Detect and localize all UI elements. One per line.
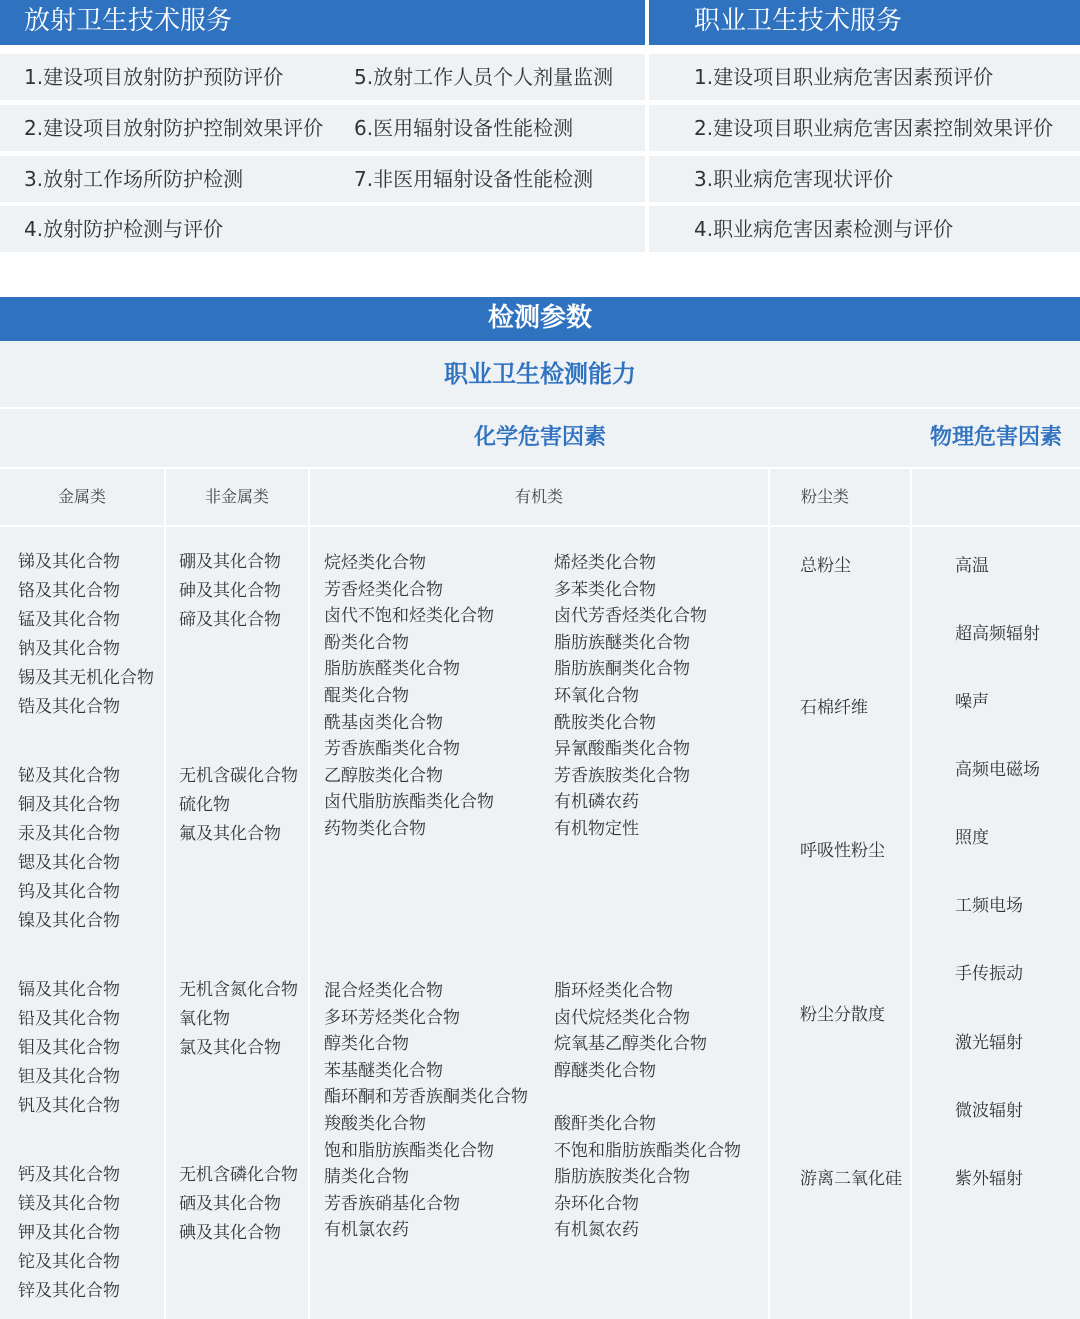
organic-item: 混合烃类化合物 <box>324 981 443 1001</box>
physical-item: 高温 <box>955 556 989 576</box>
nonmetal-item: 硒及其化合物 <box>179 1194 281 1214</box>
metal-item: 钨及其化合物 <box>18 882 120 902</box>
metal-item: 汞及其化合物 <box>18 824 120 844</box>
organic-item: 卤代不饱和烃类化合物 <box>324 606 494 627</box>
organic-item: 有机物定性 <box>554 818 639 839</box>
organic-item: 有机氯农药 <box>324 1220 409 1241</box>
physical-item: 手传振动 <box>955 964 1023 984</box>
organic-item: 酯环酮和芳香族酮类化合物 <box>324 1087 528 1108</box>
organic-item: 苯基醚类化合物 <box>324 1060 443 1081</box>
dust-item: 粉尘分散度 <box>800 1005 885 1025</box>
metal-item: 镁及其化合物 <box>18 1194 120 1214</box>
nonmetal-item: 无机含磷化合物 <box>179 1165 298 1185</box>
nonmetal-item: 碲及其化合物 <box>179 610 281 630</box>
physical-item: 紫外辐射 <box>955 1169 1023 1189</box>
metal-item: 钾及其化合物 <box>18 1223 120 1243</box>
organic-item: 乙醇胺类化合物 <box>324 765 443 786</box>
metal-item: 钠及其化合物 <box>18 639 120 659</box>
organic-group <box>324 978 528 1244</box>
nonmetal-item: 碘及其化合物 <box>179 1223 281 1243</box>
organic-item: 脂环烃类化合物 <box>554 981 673 1001</box>
organic-item: 醌类化合物 <box>324 685 409 706</box>
organic-item: 醇醚类化合物 <box>554 1060 656 1081</box>
nonmetal-item: 氯及其化合物 <box>179 1038 281 1058</box>
metal-item: 铊及其化合物 <box>18 1252 120 1272</box>
organic-item: 异氰酸酯类化合物 <box>554 739 690 760</box>
metal-group <box>18 762 120 936</box>
organic-item: 不饱和脂肪族酯类化合物 <box>554 1140 741 1161</box>
metal-item: 钼及其化合物 <box>18 1038 120 1058</box>
metal-group <box>18 548 154 722</box>
organic-group <box>554 1111 741 1244</box>
organic-item: 芳香族酯类化合物 <box>324 739 460 760</box>
nonmetal-item: 砷及其化合物 <box>179 581 281 601</box>
nonmetal-item: 氧化物 <box>179 1009 230 1029</box>
dust-item: 呼吸性粉尘 <box>800 841 885 861</box>
radiation-service-item: 1.建设项目放射防护预防评价 <box>24 65 284 89</box>
organic-item: 多环芳烃类化合物 <box>324 1007 460 1028</box>
organic-item: 脂肪族醛类化合物 <box>324 659 460 680</box>
metal-item: 铜及其化合物 <box>18 795 120 815</box>
column-divider <box>910 469 912 1319</box>
organic-item: 酚类化合物 <box>324 632 409 653</box>
nonmetal-group <box>179 976 298 1063</box>
metal-group <box>18 976 120 1121</box>
services-section <box>0 0 1080 254</box>
physical-item: 微波辐射 <box>955 1101 1023 1121</box>
occupational-service-item: 1.建设项目职业病危害因素预评价 <box>694 65 994 89</box>
physical-hazards-title: 物理危害因素 <box>929 425 1062 450</box>
organic-item: 腈类化合物 <box>324 1167 409 1188</box>
col-head-metal: 金属类 <box>57 487 106 506</box>
organic-item: 烯烃类化合物 <box>554 553 656 573</box>
physical-item: 超高频辐射 <box>955 624 1040 644</box>
metal-item: 铋及其化合物 <box>18 766 120 786</box>
radiation-service-item: 5.放射工作人员个人剂量监测 <box>354 65 614 89</box>
organic-item: 酸酐类化合物 <box>554 1114 656 1134</box>
column-divider <box>768 469 770 1319</box>
radiation-service-item: 4.放射防护检测与评价 <box>24 217 224 241</box>
nonmetal-group <box>179 1161 298 1248</box>
organic-item: 羧酸类化合物 <box>324 1113 426 1134</box>
metal-item: 铅及其化合物 <box>18 1009 120 1029</box>
metal-group <box>18 1161 120 1306</box>
metal-item: 锌及其化合物 <box>18 1281 120 1301</box>
occupational-service-item: 4.职业病危害因素检测与评价 <box>694 217 954 241</box>
metal-item: 钙及其化合物 <box>18 1165 120 1185</box>
occupational-services-title: 职业卫生技术服务 <box>649 0 1080 45</box>
organic-item: 烷烃类化合物 <box>324 553 426 573</box>
organic-item: 醇类化合物 <box>324 1034 409 1055</box>
organic-item: 有机氮农药 <box>554 1220 639 1241</box>
organic-item: 脂肪族醚类化合物 <box>554 632 690 653</box>
physical-item: 高频电磁场 <box>955 760 1040 780</box>
organic-item: 芳香族硝基化合物 <box>324 1193 460 1214</box>
organic-item: 脂肪族酮类化合物 <box>554 659 690 680</box>
organic-item: 芳香烃类化合物 <box>324 579 443 600</box>
dust-item: 总粉尘 <box>800 556 851 576</box>
divider <box>0 525 1080 527</box>
params-title: 检测参数 <box>0 297 1080 341</box>
physical-item: 噪声 <box>955 692 989 712</box>
occupational-service-item: 2.建设项目职业病危害因素控制效果评价 <box>694 116 1054 140</box>
metal-item: 铬及其化合物 <box>18 581 120 601</box>
organic-item: 脂肪族胺类化合物 <box>554 1167 690 1188</box>
chemical-hazards-title: 化学危害因素 <box>473 425 606 450</box>
physical-item: 工频电场 <box>955 896 1023 916</box>
nonmetal-item: 硫化物 <box>179 795 230 815</box>
organic-group <box>554 550 707 843</box>
radiation-service-item: 7.非医用辐射设备性能检测 <box>354 167 594 191</box>
metal-item: 锡及其无机化合物 <box>18 668 154 688</box>
organic-item: 酰基卤类化合物 <box>324 712 443 733</box>
radiation-service-item: 3.放射工作场所防护检测 <box>24 167 244 191</box>
organic-item: 多苯类化合物 <box>554 579 656 600</box>
column-divider <box>164 469 166 1319</box>
organic-group <box>324 550 494 843</box>
column-divider <box>308 469 310 1319</box>
metal-item: 镉及其化合物 <box>18 980 120 1000</box>
metal-item: 镍及其化合物 <box>18 911 120 931</box>
col-head-dust: 粉尘类 <box>800 487 849 506</box>
organic-item: 有机磷农药 <box>554 792 639 813</box>
nonmetal-item: 硼及其化合物 <box>179 552 281 572</box>
occupational-service-item: 3.职业病危害现状评价 <box>694 167 894 191</box>
metal-item: 锰及其化合物 <box>18 610 120 630</box>
organic-item: 饱和脂肪族酯类化合物 <box>324 1140 494 1161</box>
metal-item: 锆及其化合物 <box>18 697 120 717</box>
metal-item: 锑及其化合物 <box>18 552 120 572</box>
organic-item: 芳香族胺类化合物 <box>554 765 690 786</box>
params-subtitle: 职业卫生检测能力 <box>444 360 636 388</box>
organic-group <box>554 978 707 1084</box>
organic-item: 酰胺类化合物 <box>554 712 656 733</box>
organic-item: 烷氧基乙醇类化合物 <box>554 1034 707 1055</box>
metal-item: 钒及其化合物 <box>18 1096 120 1116</box>
physical-item: 照度 <box>955 828 989 848</box>
organic-item: 杂环化合物 <box>554 1193 639 1214</box>
radiation-service-item: 6.医用辐射设备性能检测 <box>354 116 574 140</box>
dust-item: 游离二氧化硅 <box>800 1169 902 1189</box>
organic-item: 卤代烷烃类化合物 <box>554 1007 690 1028</box>
nonmetal-group <box>179 762 298 849</box>
organic-item: 药物类化合物 <box>324 818 426 839</box>
nonmetal-item: 无机含氮化合物 <box>179 980 298 1000</box>
detection-params-section <box>0 297 1080 1319</box>
dust-item: 石棉纤维 <box>800 698 868 718</box>
radiation-service-item: 2.建设项目放射防护控制效果评价 <box>24 116 324 140</box>
nonmetal-item: 氟及其化合物 <box>179 824 281 844</box>
metal-item: 锶及其化合物 <box>18 853 120 873</box>
radiation-services-title: 放射卫生技术服务 <box>0 0 645 45</box>
organic-item: 卤代芳香烃类化合物 <box>554 606 707 627</box>
physical-item: 激光辐射 <box>955 1033 1023 1053</box>
nonmetal-group <box>179 548 281 635</box>
col-head-organic: 有机类 <box>514 487 563 506</box>
col-head-nonmetal: 非金属类 <box>204 487 269 506</box>
nonmetal-item: 无机含碳化合物 <box>179 766 298 786</box>
organic-item: 卤代脂肪族酯类化合物 <box>324 792 494 813</box>
metal-item: 钽及其化合物 <box>18 1067 120 1087</box>
organic-item: 环氧化合物 <box>554 685 639 706</box>
